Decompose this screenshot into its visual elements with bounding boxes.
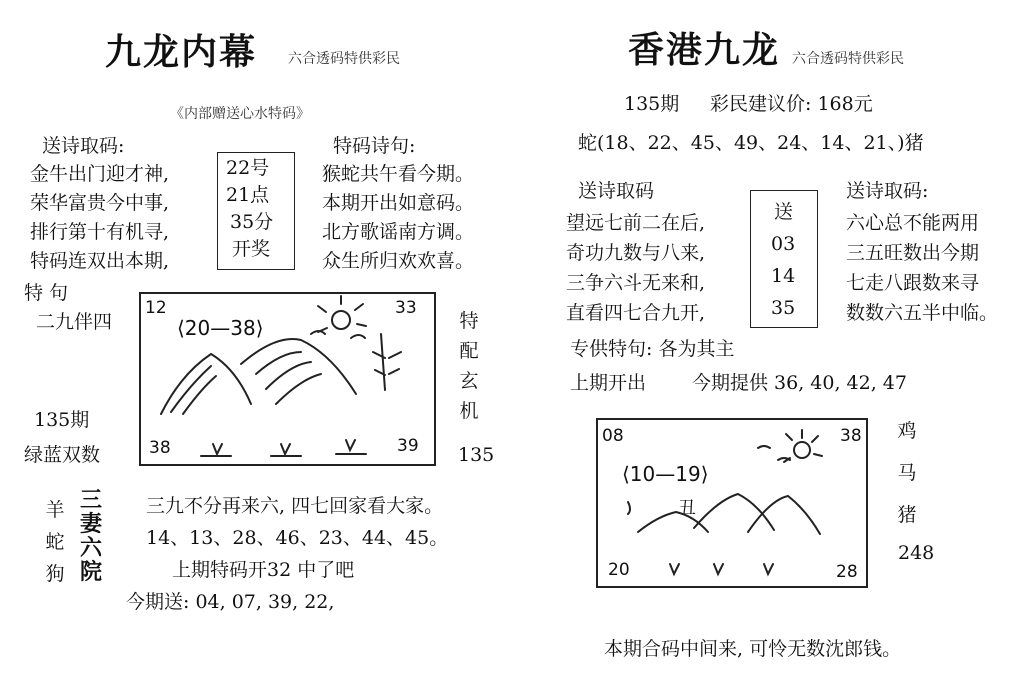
left-three-wives xyxy=(78,488,104,584)
pic-number: 12 xyxy=(145,298,167,318)
poem-line: 七走八跟数来寻 xyxy=(846,272,980,294)
pic-number: 20 xyxy=(608,560,630,580)
left-poem-right xyxy=(322,160,474,276)
poem-line: 三争六斗无来和, xyxy=(566,272,706,294)
box-line: 14 xyxy=(771,265,796,287)
zodiac: 猪 xyxy=(897,504,917,526)
pic-char: 丑 xyxy=(678,498,696,519)
left-send-poem-label: 送诗取码: xyxy=(42,135,125,157)
vertical-char: 三 xyxy=(79,487,102,513)
pic-number: 39 xyxy=(397,436,419,456)
left-numbers: 14、13、28、46、23、44、45。 xyxy=(146,527,449,549)
poem-line: 奇功九数与八来, xyxy=(566,242,706,264)
right-snake-line: 蛇(18、22、45、49、24、14、21、)猪 xyxy=(578,132,924,154)
right-send-poem-label-right: 送诗取码: xyxy=(846,180,929,202)
box-line: 03 xyxy=(771,233,796,255)
right-picture-frame xyxy=(596,418,868,588)
left-special-sentence-label: 特 句 xyxy=(24,282,69,304)
left-special-sentence: 二九伴四 xyxy=(36,311,113,333)
poem-line: 三五旺数出今期 xyxy=(846,242,980,264)
poem-line: 本期开出如意码。 xyxy=(322,192,475,214)
left-verse: 三九不分再来六, 四七回家看大家。 xyxy=(146,495,444,517)
poem-line: 望远七前二在后, xyxy=(566,212,706,234)
box-line: 35 xyxy=(771,297,796,319)
poem-line: 排行第十有机寻, xyxy=(30,221,170,243)
poem-line: 北方歌谣南方调。 xyxy=(322,221,475,243)
right-send-box xyxy=(750,190,818,328)
left-right-number: 135 xyxy=(458,444,495,466)
right-title: 香港九龙 xyxy=(628,29,781,71)
poem-line: 特码连双出本期, xyxy=(30,250,170,272)
left-today-send: 今期送: 04, 07, 39, 22, xyxy=(126,591,335,613)
zodiac: 蛇 xyxy=(45,531,65,553)
left-poem-left xyxy=(30,160,169,276)
pic-number: 08 xyxy=(602,426,624,446)
right-special-sentence: 专供特句: 各为其主 xyxy=(570,338,735,360)
left-special-poem-label: 特码诗句: xyxy=(333,135,416,157)
left-draw-time-box xyxy=(217,152,295,270)
left-title-sub: 六合透码特供彩民 xyxy=(288,51,400,67)
vertical-char: 玄 xyxy=(459,370,479,392)
poem-line: 猴蛇共午看今期。 xyxy=(322,163,475,185)
right-send-poem-label-left: 送诗取码 xyxy=(578,180,655,202)
left-subtitle: 《内部赠送心水特码》 xyxy=(170,106,310,122)
right-number-248: 248 xyxy=(898,542,935,564)
box-line: 送 xyxy=(774,201,794,223)
left-picture-frame xyxy=(139,292,436,466)
left-zodiacs xyxy=(44,494,66,590)
pic-range: ⟨10—19⟩ xyxy=(622,462,709,486)
pic-number: 38 xyxy=(149,438,171,458)
left-special-hint-vertical xyxy=(458,306,480,426)
left-title: 九龙内幕 xyxy=(105,31,258,73)
vertical-char: 特 xyxy=(459,310,479,332)
poem-line: 金牛出门迎才神, xyxy=(30,163,170,185)
right-footer: 本期合码中间来, 可怜无数沈郎钱。 xyxy=(604,638,902,660)
box-line: 22号 xyxy=(226,157,270,179)
right-title-sub: 六合透码特供彩民 xyxy=(792,51,904,67)
right-zodiacs xyxy=(896,410,918,536)
zodiac: 羊 xyxy=(45,499,65,521)
right-today-offer: 今期提供 36, 40, 42, 47 xyxy=(692,372,907,394)
pic-number: 33 xyxy=(395,298,417,318)
poem-line: 直看四七合九开, xyxy=(566,302,706,324)
poem-line: 数数六五半中临。 xyxy=(846,302,999,324)
zodiac: 鸡 xyxy=(897,420,917,442)
left-green-blue: 绿蓝双数 xyxy=(24,444,101,466)
poem-line: 众生所归欢欢喜。 xyxy=(322,250,475,272)
box-line: 21点 xyxy=(226,184,270,206)
right-poem-right xyxy=(846,208,998,328)
zodiac: 狗 xyxy=(45,563,65,585)
vertical-char: 妻 xyxy=(79,511,102,537)
box-line: 35分 xyxy=(230,211,274,233)
poem-line: 六心总不能两用 xyxy=(846,212,980,234)
right-poem-left xyxy=(566,208,705,328)
pic-range: ⟨20—38⟩ xyxy=(177,316,264,340)
zodiac: 马 xyxy=(897,462,917,484)
pic-number: 38 xyxy=(840,426,862,446)
left-mountain-sketch xyxy=(141,294,434,464)
vertical-char: 配 xyxy=(459,340,479,362)
vertical-char: 机 xyxy=(459,400,479,422)
poem-line: 荣华富贵今中事, xyxy=(30,192,170,214)
vertical-char: 六 xyxy=(79,535,102,561)
box-line: 开奖 xyxy=(232,238,271,260)
left-last-period: 上期特码开32 中了吧 xyxy=(172,559,355,581)
right-price: 彩民建议价: 168元 xyxy=(710,93,873,115)
left-issue: 135期 xyxy=(34,409,90,431)
pic-number: 28 xyxy=(836,562,858,582)
vertical-char: 院 xyxy=(79,559,102,585)
right-last-period: 上期开出 xyxy=(570,372,647,394)
right-issue: 135期 xyxy=(624,93,680,115)
right-mountain-sketch xyxy=(598,420,866,586)
